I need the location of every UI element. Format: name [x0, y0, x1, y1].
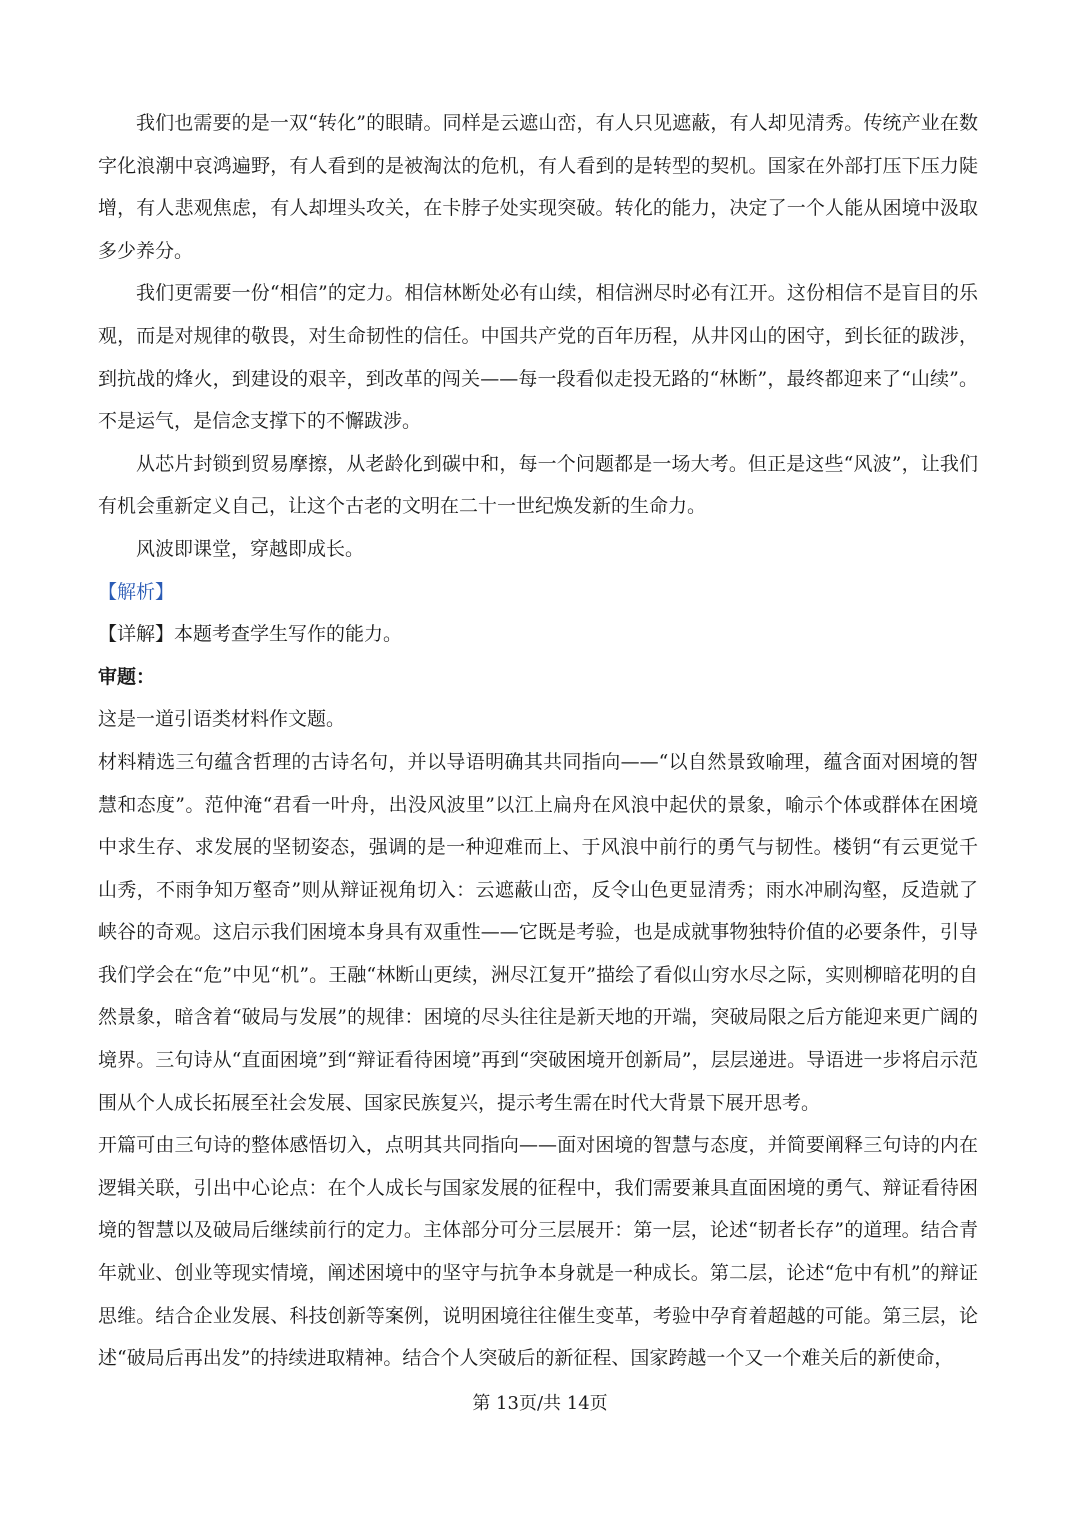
review-heading: 审题： [98, 665, 156, 688]
structure-paragraph: 开篇可由三句诗的整体感悟切入，点明其共同指向——面对困境的智慧与态度，并简要阐释三句诗的内在逻辑关联，引出中心论点：在个人成长与国家发展的征程中，我们需要兼具直面困境的勇气、辩证看待困境的智慧以及破局后继续前行的定力。主体部分可分三层展开：第一层，论述“韧者长存”的道理。结合青年就业、创业等现实情境，阐述困境中的坚守与抗争本身就是一种成长。第二层，论述“危中有机”的辩证思维。结合企业发展、科技创新等案例，说明困境往往催生变革，考验中孕育着超越的可能。第三层，论述“破局后再出发”的持续进取精神。结合个人突破后的新征程、国家跨越一个又一个难关后的新使命， [98, 1134, 978, 1370]
page-number-footer: 第 13页/共 14页 [472, 1393, 608, 1414]
essay-paragraph-3: 从芯片封锁到贸易摩擦，从老龄化到碳中和，每一个问题都是一场大考。但正是这些“风波”，让我们有机会重新定义自己，让这个古老的文明在二十一世纪焕发新的生命力。 [98, 452, 978, 518]
essay-paragraph-1: 我们也需要的是一双“转化”的眼睛。同样是云遮山峦，有人只见遮蔽，有人却见清秀。传统产业在数字化浪潮中哀鸿遍野，有人看到的是被淘汰的危机，有人看到的是转型的契机。国家在外部打压下压力陡增，有人悲观焦虑，有人却埋头攻关，在卡脖子处实现突破。转化的能力，决定了一个人能从困境中汲取多少养分。 [98, 112, 978, 262]
essay-paragraph-2: 我们更需要一份“相信”的定力。相信林断处必有山续，相信洲尽时必有江开。这份相信不是盲目的乐观，而是对规律的敬畏，对生命韧性的信任。中国共产党的百年历程，从井冈山的困守，到长征的跋涉，到抗战的烽火，到建设的艰辛，到改革的闯关——每一段看似走投无路的“林断”，最终都迎来了“山续”。不是运气，是信念支撑下的不懈跋涉。 [98, 282, 978, 433]
analysis-heading: 【解析】 [98, 580, 175, 603]
review-paragraph: 材料精选三句蕴含哲理的古诗名句，并以导语明确其共同指向——“以自然景致喻理，蕴含面对困境的智慧和态度”。范仲淹“君看一叶舟，出没风波里”以江上扁舟在风浪中起伏的景象，喻示个体或群体在困境中求生存、求发展的坚韧姿态，强调的是一种迎难而上、于风浪中前行的勇气与韧性。楼钥“有云更觉千山秀，不雨争知万壑奇”则从辩证视角切入：云遮蔽山峦，反令山色更显清秀；雨水冲刷沟壑，反造就了峡谷的奇观。这启示我们困境本身具有双重性——它既是考验，也是成就事物独特价值的必要条件，引导我们学会在“危”中见“机”。王融“林断山更续，洲尽江复开”描绘了看似山穷水尽之际，实则柳暗花明的自然景象，暗含着“破局与发展”的规律：困境的尽头往往是新天地的开端，突破局限之后方能迎来更广阔的境界。三句诗从“直面困境”到“辩证看待困境”再到“突破困境开创新局”，层层递进。导语进一步将启示范围从个人成长拓展至社会发展、国家民族复兴，提示考生需在时代大背景下展开思考。 [98, 750, 978, 1114]
review-type-line: 这是一道引语类材料作文题。 [98, 708, 346, 731]
essay-closing-line: 风波即课堂，穿越即成长。 [136, 537, 365, 560]
page-body [98, 102, 978, 1380]
detail-line: 【详解】本题考查学生写作的能力。 [98, 623, 403, 646]
